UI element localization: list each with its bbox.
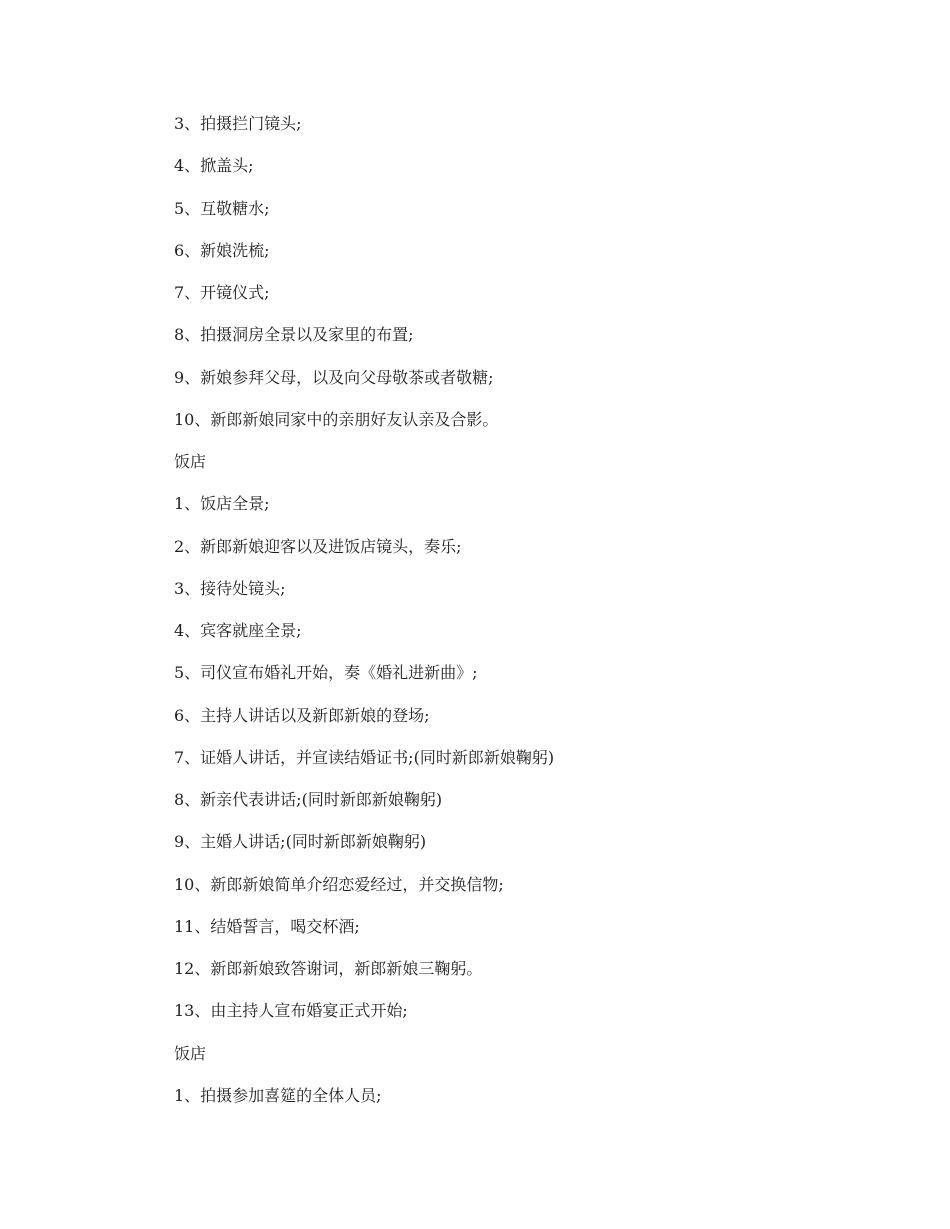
list-item: 9、主婚人讲话;(同时新郎新娘鞠躬)	[174, 832, 427, 852]
list-item: 9、新娘参拜父母，以及向父母敬茶或者敬糖;	[174, 367, 494, 387]
list-item: 8、拍摄洞房全景以及家里的布置;	[174, 325, 414, 345]
list-item: 6、新娘洗梳;	[174, 240, 270, 260]
list-item: 1、拍摄参加喜筵的全体人员;	[174, 1085, 382, 1105]
list-item: 2、新郎新娘迎客以及进饭店镜头，奏乐;	[174, 536, 462, 556]
list-item: 13、由主持人宣布婚宴正式开始;	[174, 1001, 408, 1021]
section-heading: 饭店	[174, 452, 207, 471]
section-heading: 饭店	[174, 1043, 207, 1063]
list-item: 3、接待处镜头;	[174, 578, 286, 598]
document-body	[174, 110, 874, 1124]
list-item: 5、司仪宣布婚礼开始，奏《婚礼进新曲》;	[174, 663, 478, 683]
list-item: 7、证婚人讲话，并宣读结婚证书;(同时新郎新娘鞠躬)	[174, 747, 555, 767]
list-item: 11、结婚誓言，喝交杯酒;	[174, 916, 360, 936]
list-item: 6、主持人讲话以及新郎新娘的登场;	[174, 705, 430, 725]
list-item: 1、饭店全景;	[174, 494, 270, 514]
list-item: 4、掀盖头;	[174, 156, 254, 176]
list-item: 7、开镜仪式;	[174, 283, 270, 302]
list-item: 10、新郎新娘同家中的亲朋好友认亲及合影。	[174, 409, 499, 429]
list-item: 4、宾客就座全景;	[174, 621, 302, 640]
list-item: 12、新郎新娘致答谢词，新郎新娘三鞠躬。	[174, 959, 483, 978]
list-item: 10、新郎新娘简单介绍恋爱经过，并交换信物;	[174, 874, 504, 894]
list-item: 3、拍摄拦门镜头;	[174, 114, 302, 133]
list-item: 5、互敬糖水;	[174, 198, 270, 218]
list-item: 8、新亲代表讲话;(同时新郎新娘鞠躬)	[174, 790, 443, 809]
